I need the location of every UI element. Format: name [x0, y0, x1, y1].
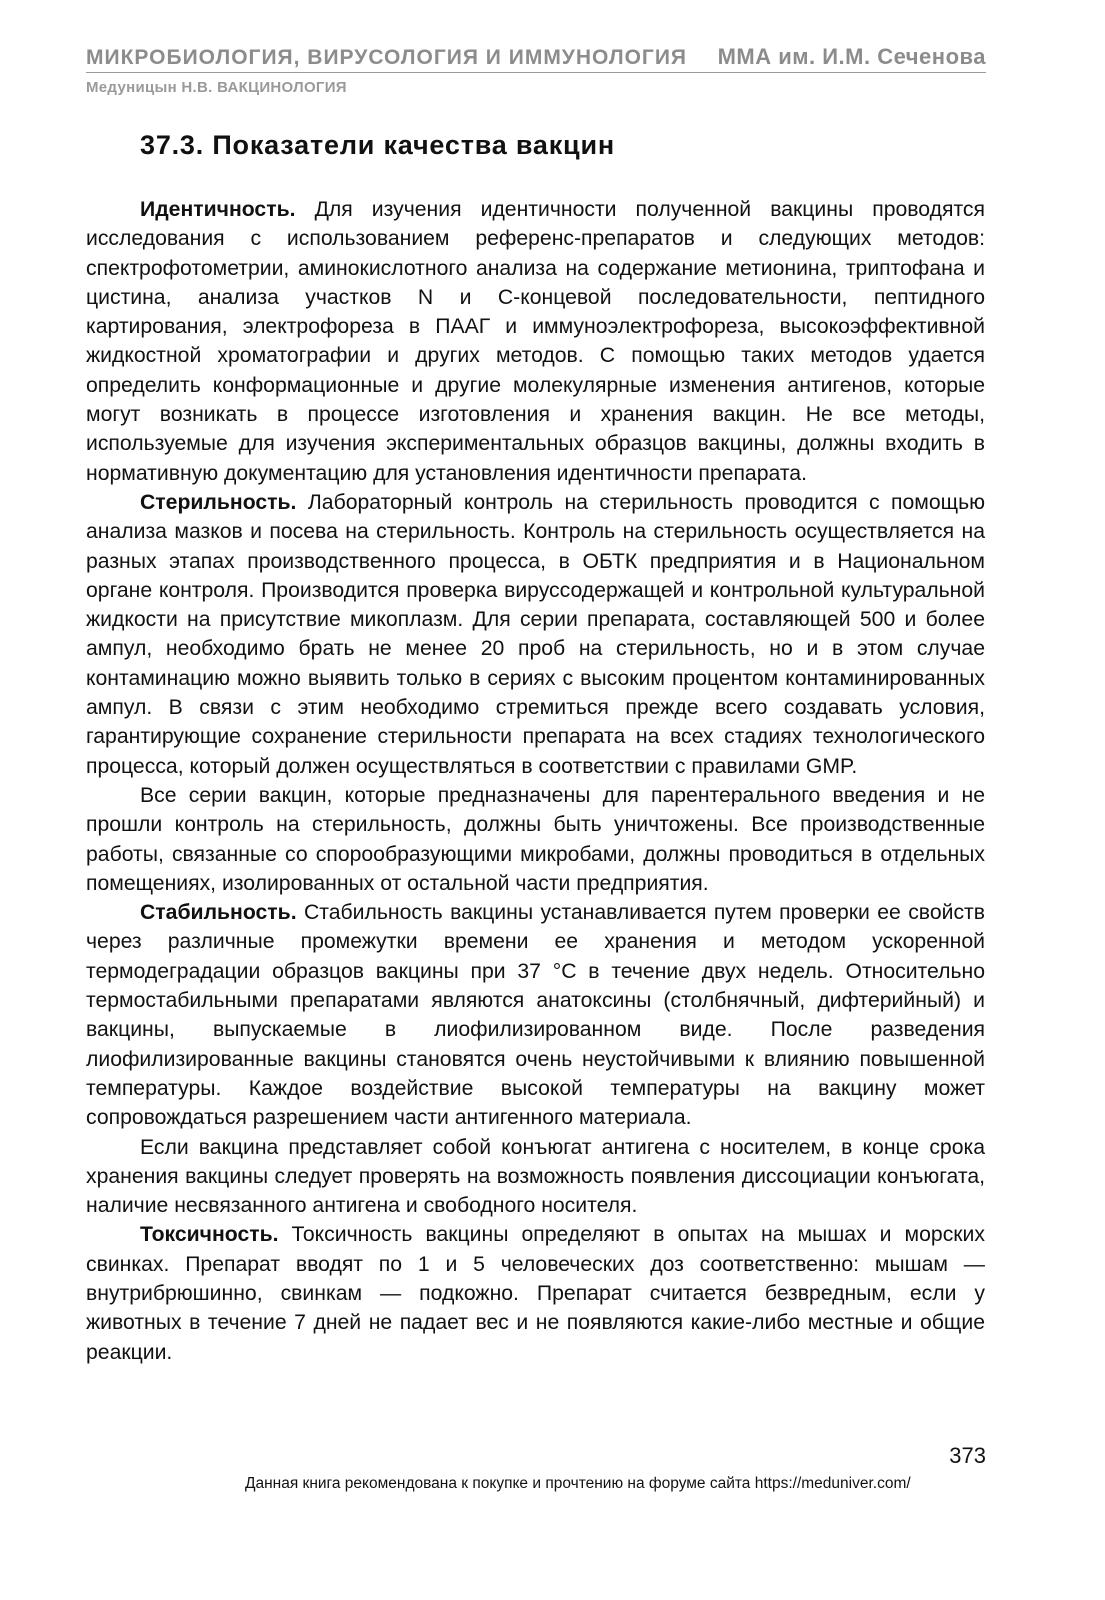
paragraph-text: Стабильность вакцины устанавливается путем проверки ее свойств через различные промежутки времени ее хранения и методом ускоренной термодеградации образцов вакцины при 37 °С в течение двух недель. Относительно термостабильными препаратами являются анатоксины (столбнячный, дифтерийный) и вакцины, выпускаемые в лиофилизированном виде. После разведения лиофилизированные вакцины становятся очень неустойчивыми к влиянию повышенной температуры. Каждое воздействие высокой температуры на вакцину может сопровождаться разрешением части антигенного материала.	[86, 901, 985, 1130]
paragraph-identity	[86, 195, 985, 488]
header-institution: ММА им. И.М. Сеченова	[717, 44, 986, 69]
paragraph-heading: Токсичность.	[140, 1223, 279, 1247]
header-row	[86, 44, 986, 73]
paragraph-toxicity	[86, 1220, 985, 1366]
paragraph-heading: Стерильность.	[140, 490, 297, 514]
body-text	[86, 195, 985, 1367]
paragraph-stability	[86, 898, 985, 1132]
paragraph-heading: Идентичность.	[140, 198, 296, 221]
paragraph-sterility	[86, 488, 985, 781]
paragraph-text: Если вакцина представляет собой конъюгат антигена с носителем, в конце срока хранения вакцины следует проверять на возможность появления диссоциации конъюгата, наличие несвязанного антигена и свободного носителя.	[86, 1135, 985, 1218]
paragraph-heading: Стабильность.	[140, 901, 297, 925]
section-title: 37.3. Показатели качества вакцин	[140, 130, 615, 160]
header-book: Медуницын Н.В. ВАКЦИНОЛОГИЯ	[86, 79, 347, 96]
paragraph-conjugate	[86, 1133, 985, 1221]
paragraph-sterility-cont	[86, 781, 985, 898]
page-number: 373	[949, 1443, 986, 1468]
paragraph-text: Лабораторный контроль на стерильность проводится с помощью анализа мазков и посева на стерильность. Контроль на стерильность осуществляется на разных этапах производственного процесса, в ОБТК предприятия и в Национальном органе контроля. Производится проверка вируссодержащей и контрольной культуральной жидкости на присутствие микоплазм. Для серии препарата, составляющей 500 и более ампул, необходимо брать не менее 20 проб на стерильность, но и в этом случае контаминацию можно выявить только в сериях с высоким процентом контаминированных ампул. В связи с этим необходимо стремиться прежде всего создавать условия, гарантирующие сохранение стерильности препарата на всех стадиях технологического процесса, который должен осуществляться в соответствии с правилами GMP.	[86, 490, 985, 778]
paragraph-text: Для изучения идентичности полученной вакцины проводятся исследования с использованием референс-препаратов и следующих методов: спектрофотометрии, аминокислотного анализа на содержание метионина, триптофана и цистина, анализа участков N и С-концевой последовательности, пептидного картирования, электрофореза в ПААГ и иммуноэлектрофореза, высокоэффективной жидкостной хроматографии и других методов. С помощью таких методов удается определить конформационные и другие молекулярные изменения антигенов, которые могут возникать в процессе изготовления и хранения вакцин. Не все методы, используемые для изучения экспериментальных образцов вакцины, должны входить в нормативную документацию для установления идентичности препарата.	[86, 198, 985, 485]
header-discipline: МИКРОБИОЛОГИЯ, ВИРУСОЛОГИЯ И ИММУНОЛОГИЯ	[86, 46, 688, 69]
paragraph-text: Все серии вакцин, которые предназначены для парентерального введения и не прошли контроль на стерильность, должны быть уничтожены. Все производственные работы, связанные со спорообразующими микробами, должны проводиться в отдельных помещениях, изолированных от остальной части предприятия.	[86, 783, 985, 895]
paragraph-text: Токсичность вакцины определяют в опытах на мышах и морских свинках. Препарат вводят по 1 и 5 человеческих доз соответственно: мышам — внутрибрюшинно, свинкам — подкожно. Препарат считается безвредным, если у животных в течение 7 дней не падает вес и не появляются какие-либо местные и общие реакции.	[86, 1223, 985, 1364]
footer-note: Данная книга рекомендована к покупке и прочтению на форуме сайта https://meduniver.com/	[245, 1475, 911, 1492]
running-header	[86, 44, 986, 96]
